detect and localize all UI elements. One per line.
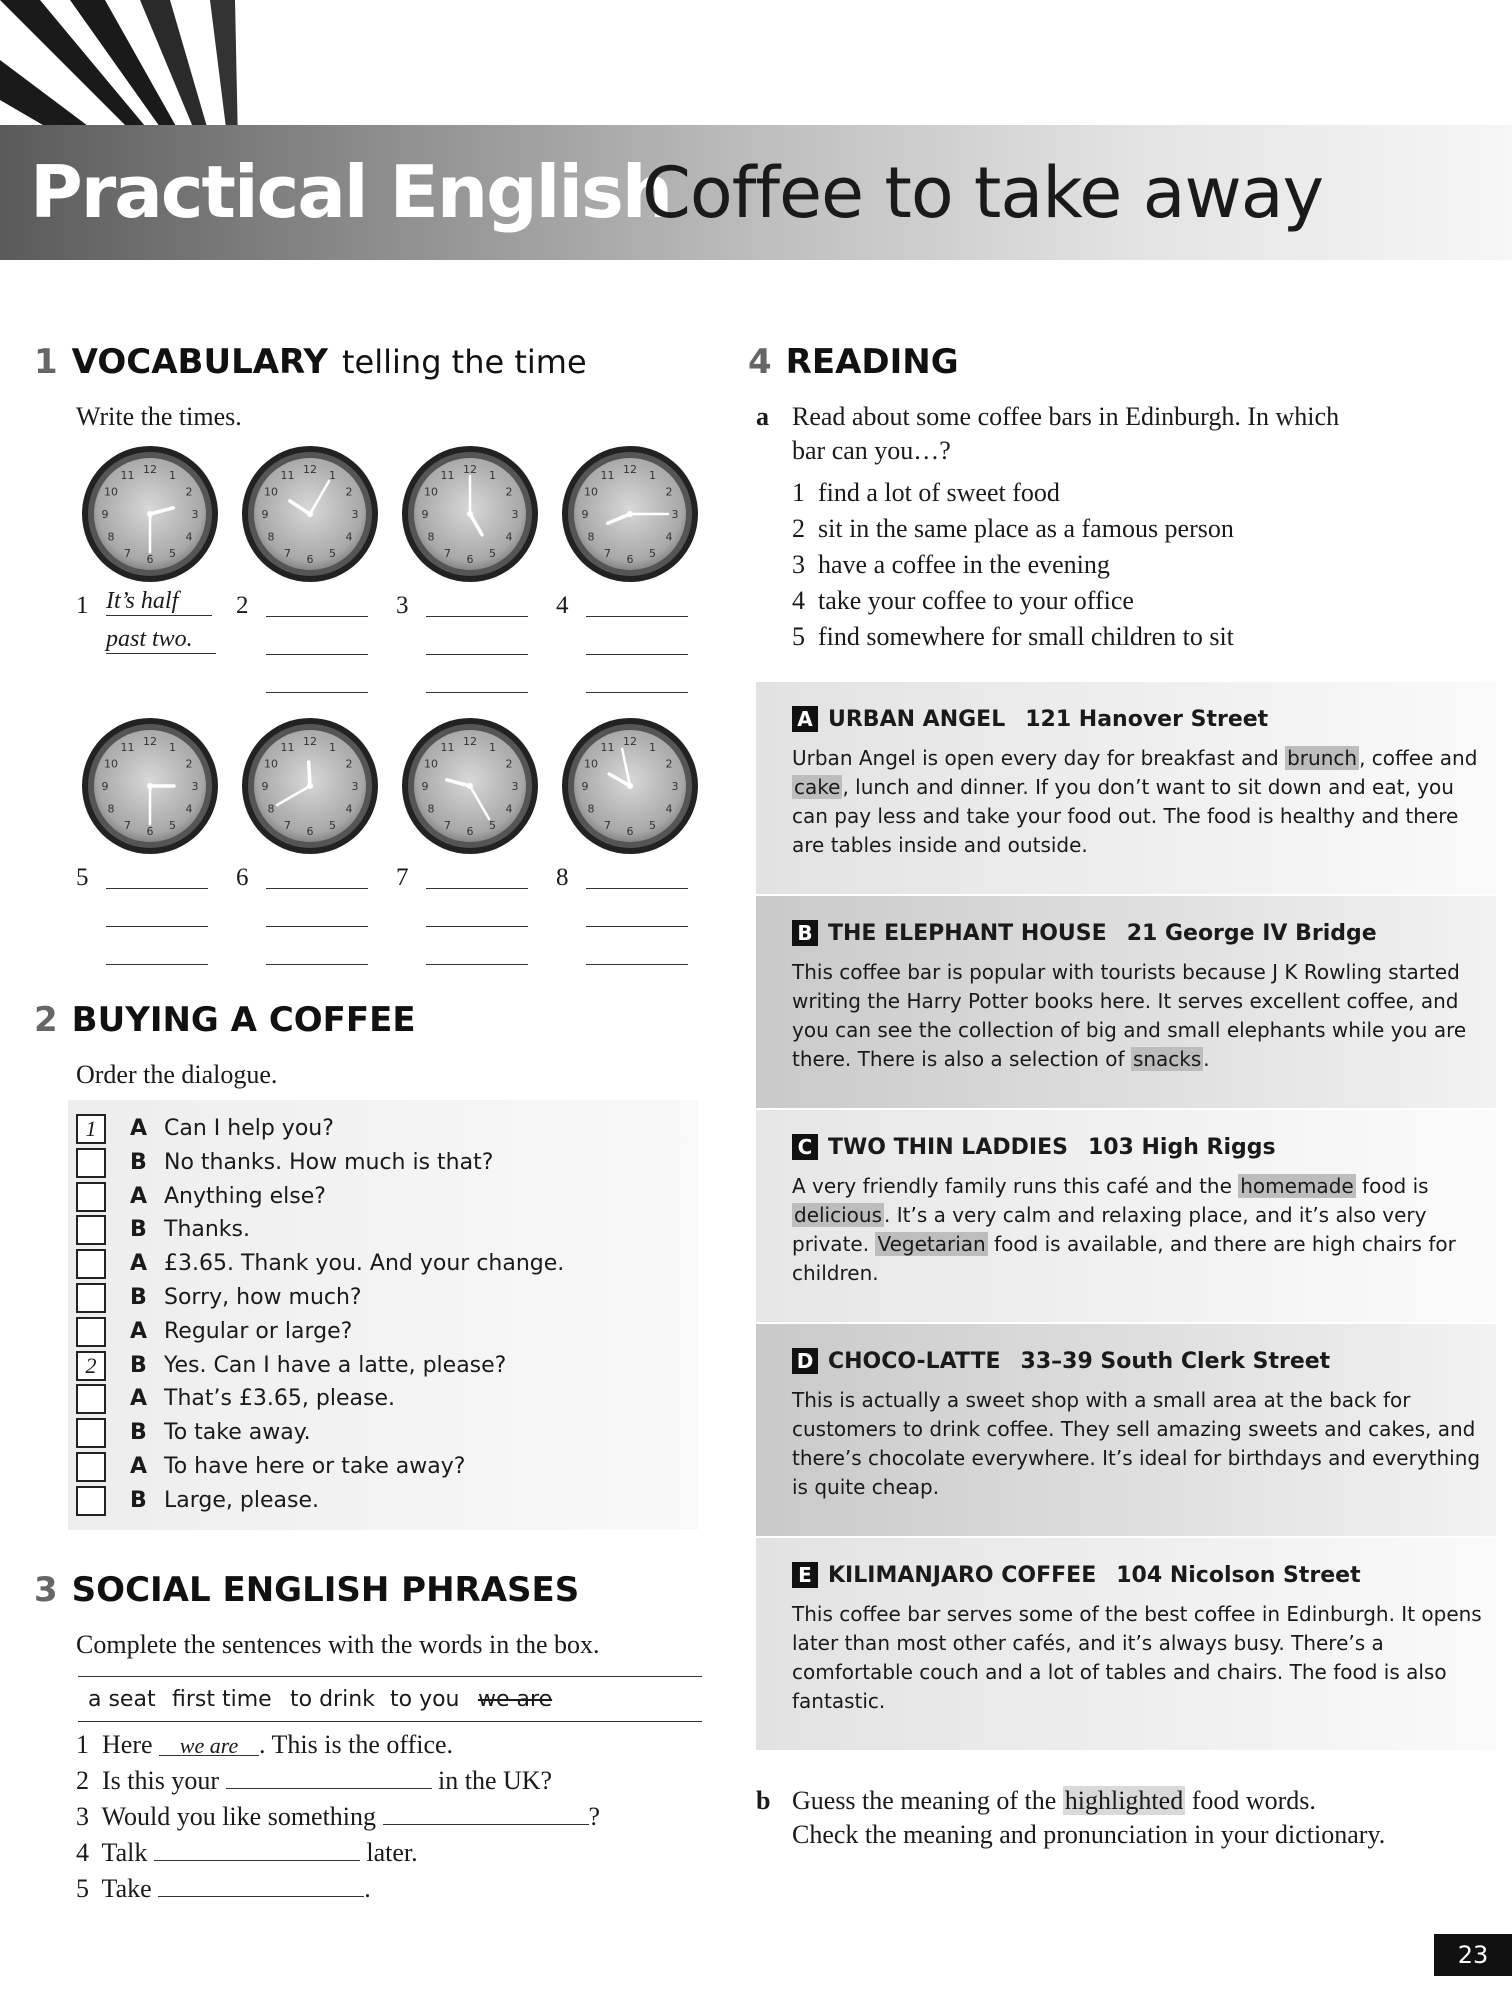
svg-text:12: 12 (303, 735, 317, 748)
svg-text:10: 10 (584, 485, 598, 499)
svg-text:9: 9 (261, 780, 269, 793)
order-checkbox[interactable] (76, 1486, 106, 1516)
svg-text:4: 4 (665, 802, 673, 816)
clock-7-label: 7 (396, 864, 409, 891)
svg-text:8: 8 (107, 530, 115, 544)
order-checkbox[interactable] (76, 1384, 106, 1414)
svg-text:10: 10 (104, 757, 118, 771)
svg-text:5: 5 (649, 819, 656, 832)
svg-text:7: 7 (604, 547, 611, 560)
svg-text:5: 5 (329, 547, 336, 560)
sentence-2: 2 Is this your in the UK? (76, 1766, 553, 1795)
cafe-d-text: This is actually a sweet shop with a small area at the back for customers to drink coffee. They sell amazing sweets and cakes, and there’s chocolate everywhere. It’s ideal for birthdays and everything is quite cheap. (792, 1388, 1481, 1499)
svg-text:11: 11 (280, 469, 295, 482)
dialogue-line: Yes. Can I have a latte, please? (164, 1352, 507, 1378)
sentence-5-blank[interactable] (158, 1874, 364, 1897)
sentence-5: 5 Take . (76, 1874, 371, 1903)
svg-text:4: 4 (345, 530, 353, 544)
dialogue-line: £3.65. Thank you. And your change. (164, 1251, 565, 1277)
highlight-vegetarian: Vegetarian (877, 1232, 986, 1256)
svg-text:1: 1 (489, 469, 496, 482)
clock-7-answer-line[interactable] (426, 964, 528, 965)
svg-text:2: 2 (345, 485, 353, 499)
svg-text:3: 3 (671, 780, 679, 793)
section-buying-title: 2 BUYING A COFFEE (34, 1000, 416, 1040)
svg-text:4: 4 (505, 530, 513, 544)
speaker-label: B (130, 1285, 147, 1310)
svg-text:3: 3 (191, 780, 199, 793)
svg-text:2: 2 (185, 757, 193, 771)
svg-text:2: 2 (505, 485, 513, 499)
svg-text:5: 5 (489, 819, 496, 832)
clock-1-answer-line-2: past two. (106, 626, 216, 654)
svg-text:11: 11 (600, 741, 615, 754)
clock-8 (560, 716, 700, 856)
svg-text:1: 1 (649, 469, 656, 482)
speaker-label: A (130, 1183, 148, 1209)
svg-text:8: 8 (587, 530, 595, 544)
cafe-e-heading: E KILIMANJARO COFFEE 104 Nicolson Street (792, 1562, 1361, 1588)
reading-b-letter: b (756, 1786, 771, 1815)
highlight-cake: cake (794, 775, 841, 799)
cafe-card-e (756, 1538, 1496, 1750)
svg-text:12: 12 (303, 463, 317, 476)
order-checkbox[interactable] (76, 1418, 106, 1448)
svg-text:12: 12 (463, 735, 477, 748)
svg-text:4: 4 (185, 530, 193, 544)
speaker-label: A (130, 1251, 148, 1277)
word-a-seat: a seat (88, 1687, 156, 1712)
svg-text:1: 1 (489, 741, 496, 754)
sentence-1-answer: we are (159, 1733, 259, 1756)
svg-text:6: 6 (306, 825, 314, 838)
svg-text:5: 5 (169, 547, 176, 560)
cafe-b-heading: B THE ELEPHANT HOUSE 21 George IV Bridge (792, 920, 1377, 946)
svg-text:6: 6 (146, 553, 154, 566)
svg-text:8: 8 (107, 802, 115, 816)
svg-text:7: 7 (284, 819, 291, 832)
clock-3-answer-line[interactable] (426, 692, 528, 693)
dialogue-line: Can I help you? (164, 1116, 334, 1141)
speaker-label: A (130, 1116, 148, 1141)
svg-text:11: 11 (600, 469, 615, 482)
clock-4-answer-line[interactable] (586, 654, 688, 655)
cafe-b-text: This coffee bar is popular with tourists because J K Rowling started writing the Harry Potter books here. It serves excellent coffee, and you can see the collection of big and small elephants while you are there. There is also a selection of snacks . (792, 960, 1467, 1071)
dialogue-line: Anything else? (164, 1183, 326, 1209)
dialogue-line: No thanks. How much is that? (164, 1149, 494, 1175)
reading-question-4: 4 take your coffee to your office (792, 586, 1134, 615)
dialogue-line: That’s £3.65, please. (164, 1386, 395, 1412)
svg-text:8: 8 (587, 802, 595, 816)
clock-2-answer-line[interactable] (266, 616, 368, 617)
section-vocabulary-title: 1 VOCABULARY telling the time (34, 342, 587, 382)
word-to-drink: to drink (290, 1687, 375, 1712)
clock-3-answer-line[interactable] (426, 616, 528, 617)
clock-7-answer-line[interactable] (426, 888, 528, 889)
svg-text:8: 8 (427, 530, 435, 544)
svg-text:7: 7 (444, 547, 451, 560)
svg-text:12: 12 (143, 735, 157, 748)
svg-text:5: 5 (329, 819, 336, 832)
clock-8-answer-line[interactable] (586, 926, 688, 927)
order-checkbox[interactable]: 2 (76, 1351, 106, 1381)
reading-question-1: 1 find a lot of sweet food (792, 478, 1060, 507)
order-checkbox[interactable] (76, 1215, 106, 1245)
svg-text:9: 9 (581, 780, 589, 793)
svg-text:3: 3 (351, 508, 359, 521)
cafe-a-heading: A URBAN ANGEL 121 Hanover Street (792, 706, 1268, 732)
cafe-c-text: A very friendly family runs this café and the homemade food is delicious . It’s a very calm and relaxing place, and it’s also very private. Vegetarian food is available, and there are high chairs for children. (792, 1174, 1456, 1285)
svg-text:1: 1 (169, 741, 176, 754)
svg-text:10: 10 (424, 757, 438, 771)
clock-8-answer-line[interactable] (586, 964, 688, 965)
svg-text:6: 6 (306, 553, 314, 566)
svg-text:4: 4 (345, 802, 353, 816)
sentence-2-blank[interactable] (226, 1766, 432, 1789)
word-first-time: first time (172, 1687, 272, 1712)
svg-text:9: 9 (101, 780, 109, 793)
svg-text:8: 8 (267, 802, 275, 816)
cafe-c-heading: C TWO THIN LADDIES 103 High Riggs (792, 1134, 1276, 1160)
svg-text:9: 9 (421, 780, 429, 793)
clock-5 (80, 716, 220, 856)
speaker-label: A (130, 1318, 148, 1344)
reading-question-2: 2 sit in the same place as a famous person (792, 514, 1234, 543)
clock-8-label: 8 (556, 864, 569, 891)
svg-text:2: 2 (185, 485, 193, 499)
svg-text:2: 2 (505, 757, 513, 771)
cafe-card-c (756, 1110, 1496, 1322)
svg-text:7: 7 (444, 819, 451, 832)
dialogue-line: Regular or large? (164, 1318, 353, 1344)
speaker-label: B (130, 1487, 147, 1513)
reading-a-line-1: Read about some coffee bars in Edinburgh. In which (792, 402, 1340, 431)
highlight-brunch: brunch (1287, 746, 1358, 770)
svg-text:7: 7 (124, 547, 131, 560)
order-checkbox[interactable] (76, 1317, 106, 1347)
reading-b-line-2: Check the meaning and pronunciation in your dictionary. (792, 1820, 1386, 1849)
svg-text:12: 12 (143, 463, 157, 476)
svg-text:10: 10 (104, 485, 118, 499)
clock-3-answer-line[interactable] (426, 654, 528, 655)
svg-text:6: 6 (626, 825, 634, 838)
svg-text:3: 3 (511, 508, 519, 521)
buying-instruction: Order the dialogue. (76, 1060, 278, 1089)
speaker-label: A (130, 1386, 148, 1412)
reading-question-5: 5 find somewhere for small children to sit (792, 622, 1234, 651)
word-we-are: we are (478, 1687, 553, 1712)
cafe-card-b (756, 896, 1496, 1108)
dialogue-line: Thanks. (164, 1217, 251, 1243)
clock-6-answer-line[interactable] (266, 888, 368, 889)
svg-text:4: 4 (185, 802, 193, 816)
sentence-4-blank[interactable] (154, 1838, 360, 1861)
reading-a-letter: a (756, 402, 769, 431)
svg-text:3: 3 (351, 780, 359, 793)
clock-5-answer-line[interactable] (106, 926, 208, 927)
dialogue-line: Large, please. (164, 1487, 319, 1513)
cafe-card-a (756, 682, 1496, 894)
cafe-e-text: This coffee bar serves some of the best coffee in Edinburgh. It opens later than most other cafés, and it’s always busy. There’s a comfortable couch and a lot of tables and chairs. The food is also fantastic. (792, 1602, 1482, 1713)
reading-b-line-1: Guess the meaning of the highlighted food words. (792, 1786, 1316, 1815)
svg-text:11: 11 (440, 469, 455, 482)
svg-text:2: 2 (665, 757, 673, 771)
reading-question-3: 3 have a coffee in the evening (792, 550, 1110, 579)
sentence-3-blank[interactable] (383, 1802, 589, 1825)
svg-text:12: 12 (463, 463, 477, 476)
clock-8-answer-line[interactable] (586, 888, 688, 889)
highlight-delicious: delicious (794, 1203, 882, 1227)
clock-1 (80, 444, 220, 584)
clock-2-answer-line[interactable] (266, 654, 368, 655)
clock-4-label: 4 (556, 592, 569, 619)
svg-text:6: 6 (466, 825, 474, 838)
clock-6-label: 6 (236, 864, 249, 891)
sentence-4: 4 Talk later. (76, 1838, 418, 1867)
clock-2-label: 2 (236, 592, 249, 619)
clock-1-answer-line-1: It’s half (106, 588, 212, 616)
svg-text:4: 4 (665, 530, 673, 544)
svg-text:12: 12 (623, 735, 637, 748)
cafe-a-text: Urban Angel is open every day for breakfast and brunch , coffee and cake , lunch and dinner. If you don’t want to sit down and eat, you can pay less and take your food out. The food is healthy and there are tables inside and outside. (792, 746, 1478, 857)
svg-text:6: 6 (466, 553, 474, 566)
clock-1-label: 1 (76, 592, 89, 619)
svg-text:2: 2 (665, 485, 673, 499)
svg-text:3: 3 (671, 508, 679, 521)
clock-4 (560, 444, 700, 584)
sentence-1: 1 Here we are . This is the office. (76, 1730, 454, 1759)
page-number: 23 (1434, 1934, 1512, 1976)
speaker-label: B (130, 1217, 147, 1243)
order-checkbox[interactable] (76, 1249, 106, 1279)
highlight-homemade: homemade (1240, 1174, 1354, 1198)
svg-text:9: 9 (261, 508, 269, 521)
clock-6-answer-line[interactable] (266, 964, 368, 965)
svg-text:10: 10 (264, 485, 278, 499)
svg-text:9: 9 (421, 508, 429, 521)
clock-7 (400, 716, 540, 856)
svg-text:6: 6 (626, 553, 634, 566)
clock-7-answer-line[interactable] (426, 926, 528, 927)
svg-text:3: 3 (511, 780, 519, 793)
clock-3-label: 3 (396, 592, 409, 619)
section-reading-title: 4 READING (748, 342, 959, 382)
vocabulary-instruction: Write the times. (76, 402, 242, 431)
svg-text:7: 7 (284, 547, 291, 560)
dialogue-line: Sorry, how much? (164, 1285, 362, 1310)
word-to-you: to you (390, 1687, 460, 1712)
svg-text:10: 10 (584, 757, 598, 771)
speaker-label: B (130, 1149, 147, 1175)
svg-text:9: 9 (101, 508, 109, 521)
clock-3 (400, 444, 540, 584)
clock-4-answer-line[interactable] (586, 692, 688, 693)
sentence-3: 3 Would you like something ? (76, 1802, 601, 1831)
speaker-label: A (130, 1454, 148, 1479)
svg-text:10: 10 (424, 485, 438, 499)
speaker-label: B (130, 1352, 147, 1378)
order-checkbox[interactable]: 1 (76, 1114, 106, 1144)
page-header (0, 0, 1512, 260)
svg-text:6: 6 (146, 825, 154, 838)
highlight-snacks: snacks (1132, 1047, 1202, 1071)
clock-4-answer-line[interactable] (586, 616, 688, 617)
svg-text:1: 1 (169, 469, 176, 482)
svg-text:1: 1 (649, 741, 656, 754)
clock-2-answer-line[interactable] (266, 692, 368, 693)
clock-2 (240, 444, 380, 584)
svg-text:3: 3 (191, 508, 199, 521)
svg-text:2: 2 (345, 757, 353, 771)
svg-text:8: 8 (427, 802, 435, 816)
svg-text:11: 11 (120, 469, 135, 482)
clock-6-answer-line[interactable] (266, 926, 368, 927)
dialogue-line: To have here or take away? (164, 1454, 466, 1479)
order-checkbox[interactable] (76, 1182, 106, 1212)
cafe-d-heading: D CHOCO-LATTE 33–39 South Clerk Street (792, 1348, 1330, 1374)
cafe-card-d (756, 1324, 1496, 1536)
svg-text:4: 4 (505, 802, 513, 816)
order-checkbox[interactable] (76, 1283, 106, 1313)
svg-text:1: 1 (329, 469, 336, 482)
svg-text:11: 11 (280, 741, 295, 754)
svg-text:1: 1 (329, 741, 336, 754)
header-title-sub: Coffee to take away (642, 152, 1324, 234)
svg-text:12: 12 (623, 463, 637, 476)
svg-text:11: 11 (440, 741, 455, 754)
social-instruction: Complete the sentences with the words in the box. (76, 1630, 600, 1659)
dialogue-line: To take away. (164, 1420, 311, 1446)
word-box (78, 1676, 702, 1722)
clock-6 (240, 716, 380, 856)
speaker-label: B (130, 1420, 147, 1446)
svg-text:9: 9 (581, 508, 589, 521)
clock-5-answer-line[interactable] (106, 888, 208, 889)
reading-a-line-2: bar can you…? (792, 436, 951, 465)
order-checkbox[interactable] (76, 1148, 106, 1178)
clock-5-label: 5 (76, 864, 89, 891)
svg-text:11: 11 (120, 741, 135, 754)
svg-text:5: 5 (649, 547, 656, 560)
highlight-sample: highlighted (1064, 1786, 1184, 1815)
svg-text:8: 8 (267, 530, 275, 544)
svg-text:5: 5 (169, 819, 176, 832)
order-checkbox[interactable] (76, 1452, 106, 1482)
svg-text:7: 7 (604, 819, 611, 832)
clock-5-answer-line[interactable] (106, 964, 208, 965)
header-title-main: Practical English (30, 150, 672, 234)
svg-text:5: 5 (489, 547, 496, 560)
svg-text:10: 10 (264, 757, 278, 771)
svg-text:7: 7 (124, 819, 131, 832)
section-social-title: 3 SOCIAL ENGLISH PHRASES (34, 1570, 580, 1610)
